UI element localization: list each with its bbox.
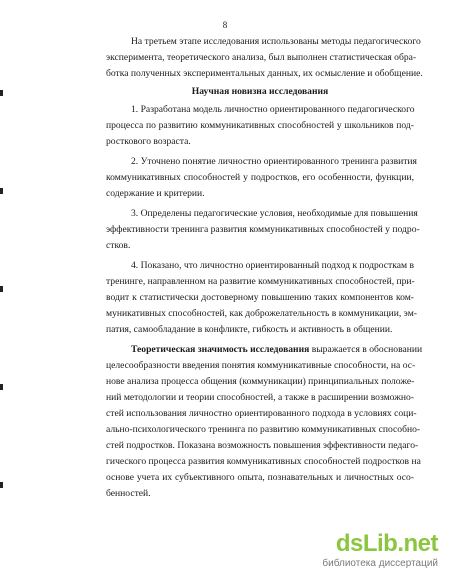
scan-margin-mark <box>0 286 3 292</box>
scan-margin-mark <box>0 188 3 194</box>
theory-first-rest: выражается в обосновании <box>309 344 423 355</box>
theory-line: стей подростков. Показана возможность повышения эффективности педаго- <box>106 440 419 451</box>
theory-line: целесообразности введения понятия коммуникативные способности, на ос- <box>106 360 416 371</box>
list-item-line: 4. Показано, что личностно ориентированный подход к подросткам в <box>131 260 415 271</box>
theory-line: нове анализа процесса общения (коммуникации) принципиальных положе- <box>106 376 415 387</box>
page-number: 8 <box>222 20 228 30</box>
scan-margin-mark <box>0 90 3 96</box>
paragraph-line: эксперимента, теоретического анализа, был выполнен статистическая обра- <box>106 52 417 63</box>
list-item-line: процесса по развитию коммуникативных способностей у школьников под- <box>106 120 414 131</box>
list-item-line: содержание и критерии. <box>106 188 205 199</box>
scan-margin-mark <box>0 482 3 488</box>
theory-first-line <box>131 344 423 356</box>
scan-margin-mark <box>0 384 3 390</box>
dslib-subtitle: библиотека диссертаций <box>322 558 438 569</box>
section-heading: Научная новизна исследования <box>191 86 329 97</box>
paragraph-line: ботка полученных экспериментальных данных, их осмысление и обобщение. <box>106 68 423 79</box>
theory-line: гического процесса развития коммуникативных способностей подростков на <box>106 456 421 467</box>
list-item-line: 1. Разработана модель личностно ориентированного педагогического <box>131 104 415 115</box>
list-item-line: стков. <box>106 240 131 251</box>
theory-line: ний методологии и теории способностей, а также в расширении возможно- <box>106 392 414 403</box>
theory-line: бенностей. <box>106 488 151 499</box>
dslib-watermark <box>320 530 438 570</box>
paragraph-line: На третьем этапе исследования использованы методы педагогического <box>131 36 421 47</box>
list-item-line: 3. Определены педагогические условия, необходимые для повышения <box>131 208 418 219</box>
theory-line: ально-психологического тренинга по развитию коммуникативных способно- <box>106 424 421 435</box>
theory-line: стей использования личностно ориентированного подхода в условиях соци- <box>106 408 417 419</box>
list-item-line: патия, самообладание в конфликте, гибкость и активность в общении. <box>106 324 393 335</box>
theory-line: основе учета их субъективного опыта, познавательных и личностных осо- <box>106 472 414 483</box>
theory-bold-lead: Теоретическая значимость исследования <box>131 344 310 355</box>
list-item-line: эффективности тренинга развития коммуникативных способностей у подро- <box>106 224 420 235</box>
list-item-line: водит к статистически достоверному повышению таких компонентов ком- <box>106 292 414 303</box>
list-item-line: тренинге, направленном на развитие коммуникативных способностей, при- <box>106 276 415 287</box>
dslib-logo: dsLib.net <box>335 530 438 557</box>
list-item-line: 2. Уточнено понятие личностно ориентированного тренинга развития <box>131 156 417 167</box>
list-item-line: росткового возраста. <box>106 136 191 147</box>
list-item-line: муникативных способностей, как доброжелательность в коммуникации, эм- <box>106 308 417 319</box>
list-item-line: коммуникативных способностей у подростков, его особенности, функции, <box>106 172 414 183</box>
